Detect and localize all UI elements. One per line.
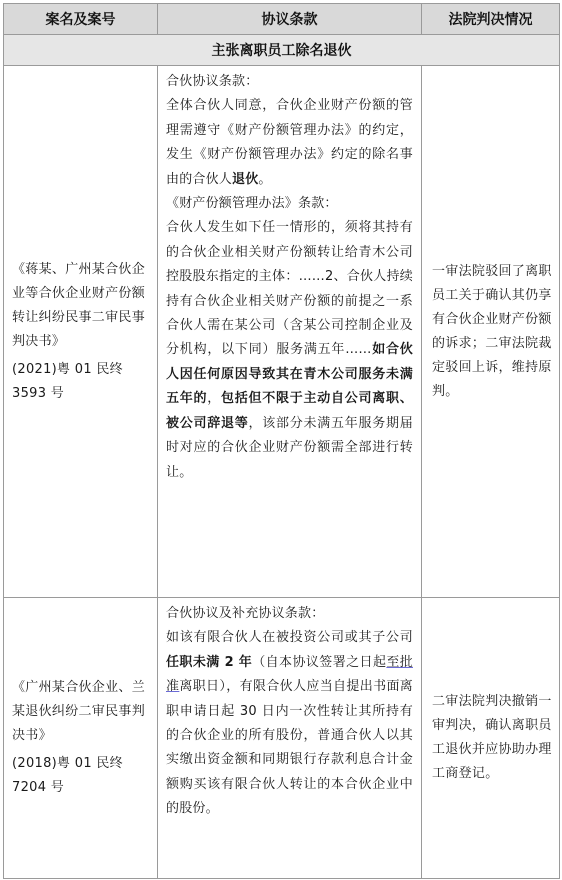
case-cell	[4, 66, 158, 598]
header-court-result: 法院判决情况	[422, 4, 560, 35]
terms-bold: 如合伙人因任何原因导致其在青木公司服务未满五年的	[166, 342, 413, 407]
terms-paragraph	[166, 626, 413, 821]
terms-cell	[158, 598, 422, 879]
terms-text: 离职日），有限合伙人应当自提出书面离职申请日起 30 日内一次性转让其所持有的合伙企业的所有股份，普通合伙人以其实缴出资金额和同期银行存款利息合计金额购买该有限合伙人转让的本合伙企业中的股份。	[166, 679, 413, 817]
terms-underlined: 至批准	[166, 654, 413, 695]
case-cell	[4, 598, 158, 879]
header-case-name: 案名及案号	[4, 4, 158, 35]
case-number: (2018)粤 01 民终 7204 号	[12, 756, 123, 795]
terms-cell	[158, 66, 422, 598]
terms-text: 如该有限合伙人在被投资公司或其子公司	[166, 630, 413, 646]
terms-label: 合伙协议及补充协议条款：	[166, 606, 325, 621]
terms-text: 全体合伙人同意，合伙企业财产份额的管理需遵守《财产份额管理办法》的约定，发生《财产份额管理办法》约定的除名事由的合伙人	[166, 98, 413, 187]
result-cell: 二审法院判决撤销一审判决，确认离职员工退伙并应协助办理工商登记。	[422, 598, 560, 879]
header-terms: 协议条款	[158, 4, 422, 35]
section-row	[4, 35, 560, 66]
terms-text: （自本协议签署之日起	[252, 654, 387, 670]
section-title: 主张离职员工除名退伙	[4, 35, 560, 66]
case-name: 《蒋某、广州某合伙企业等合伙企业财产份额转让纠纷民事二审民事判决书》	[12, 261, 146, 349]
terms-paragraph	[166, 216, 413, 484]
terms-text: 。	[258, 171, 272, 187]
terms-bold: 任职未满 2 年	[166, 654, 253, 670]
terms-text: ，	[207, 391, 222, 407]
terms-bold: 包括但不限于主动自公司离职、被公司辞退等	[166, 391, 414, 431]
table-row	[4, 66, 560, 598]
case-number: (2021)粤 01 民终 3593 号	[12, 361, 123, 401]
terms-label: 合伙协议条款：	[166, 74, 259, 89]
result-cell: 一审法院驳回了离职员工关于确认其仍享有合伙企业财产份额的诉求；二审法院裁定驳回上诉，维持原判。	[422, 66, 560, 598]
case-table	[3, 3, 560, 879]
case-name: 《广州某合伙企业、兰某退伙纠纷二审民事判决书》	[12, 680, 146, 743]
terms-text: ，该部分未满五年服务期届时对应的合伙企业财产份额需全部进行转让。	[166, 415, 413, 480]
table-row	[4, 598, 560, 879]
terms-paragraph	[166, 94, 413, 192]
terms-text: 合伙人发生如下任一情形的，须将其持有的合伙企业相关财产份额转让给青木公司控股股东指定的主体：……2、合伙人持续持有合伙企业相关财产份额的前提之一系合伙人需在某公司（含某公司控制企业及分机构，以下同）服务满五年……	[166, 220, 413, 358]
terms-label: 《财产份额管理办法》条款：	[166, 196, 338, 212]
table-header-row	[4, 4, 560, 35]
terms-bold: 退伙	[232, 171, 259, 187]
